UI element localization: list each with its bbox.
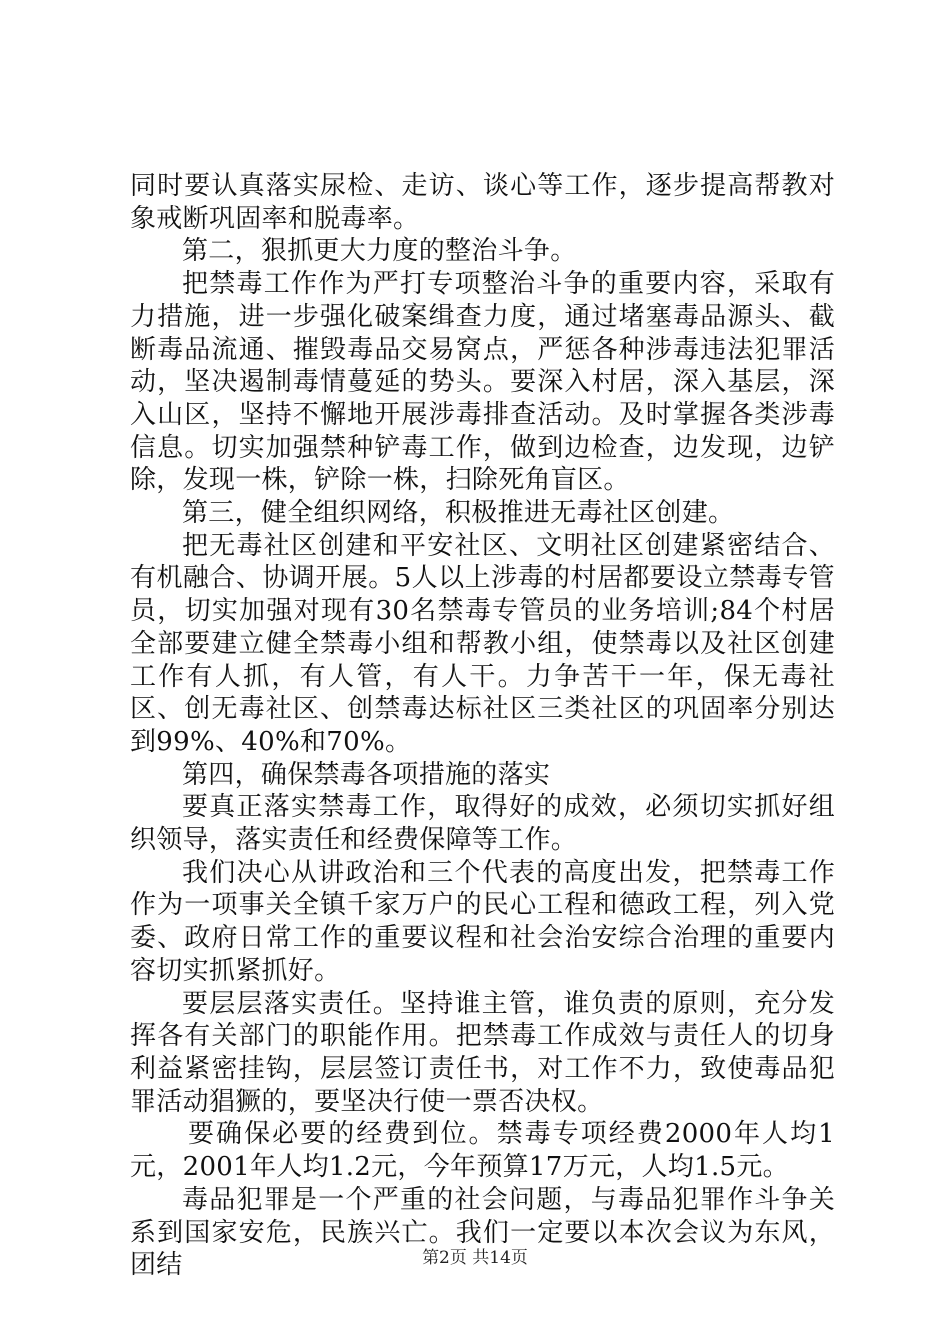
paragraph: 把无毒社区创建和平安社区、文明社区创建紧密结合、有机融合、协调开展。5人以上涉毒的村居都要设立禁毒专管员，切实加强对现有30名禁毒专管员的业务培训;84个村居全部要建立健全禁毒小组和帮教小组，使禁毒以及社区创建工作有人抓，有人管，有人干。力争苦干一年，保无毒社区、创无毒社区、创禁毒达标社区三类社区的巩固率分别达到99%、40%和70%。 — [130, 530, 835, 757]
paragraph: 毒品犯罪是一个严重的社会问题，与毒品犯罪作斗争关系到国家安危，民族兴亡。我们一定要以本次会议为东风，团结 — [130, 1184, 835, 1281]
paragraph: 要确保必要的经费到位。禁毒专项经费2000年人均1元，2001年人均1.2元，今年预算17万元，人均1.5元。 — [130, 1119, 835, 1183]
paragraph: 把禁毒工作作为严打专项整治斗争的重要内容，采取有力措施，进一步强化破案缉查力度，通过堵塞毒品源头、截断毒品流通、摧毁毒品交易窝点，严惩各种涉毒违法犯罪活动，坚决遏制毒情蔓延的势头。要深入村居，深入基层，深入山区，坚持不懈地开展涉毒排查活动。及时掌握各类涉毒信息。切实加强禁种铲毒工作，做到边检查，边发现，边铲除，发现一株，铲除一株，扫除死角盲区。 — [130, 269, 835, 496]
page-number-label: 第2页 共14页 — [422, 1248, 528, 1268]
page-footer — [0, 1243, 950, 1268]
section-heading: 第二，狠抓更大力度的整治斗争。 — [182, 236, 577, 267]
document-body — [130, 170, 835, 1282]
paragraph: 同时要认真落实尿检、走访、谈心等工作，逐步提高帮教对象戒断巩固率和脱毒率。 — [130, 171, 835, 234]
section-heading: 第四，确保禁毒各项措施的落实 — [182, 759, 551, 790]
paragraph: 要层层落实责任。坚持谁主管，谁负责的原则，充分发挥各有关部门的职能作用。把禁毒工作成效与责任人的切身利益紧密挂钩，层层签订责任书，对工作不力，致使毒品犯罪活动猖獗的，要坚决行使一票否决权。 — [130, 988, 835, 1117]
section-heading: 第三，健全组织网络，积极推进无毒社区创建。 — [182, 498, 735, 529]
paragraph: 要真正落实禁毒工作，取得好的成效，必须切实抓好组织领导，落实责任和经费保障等工作。 — [130, 792, 835, 856]
paragraph: 我们决心从讲政治和三个代表的高度出发，把禁毒工作作为一项事关全镇千家万户的民心工程和德政工程，列入党委、政府日常工作的重要议程和社会治安综合治理的重要内容切实抓紧抓好。 — [130, 857, 835, 986]
